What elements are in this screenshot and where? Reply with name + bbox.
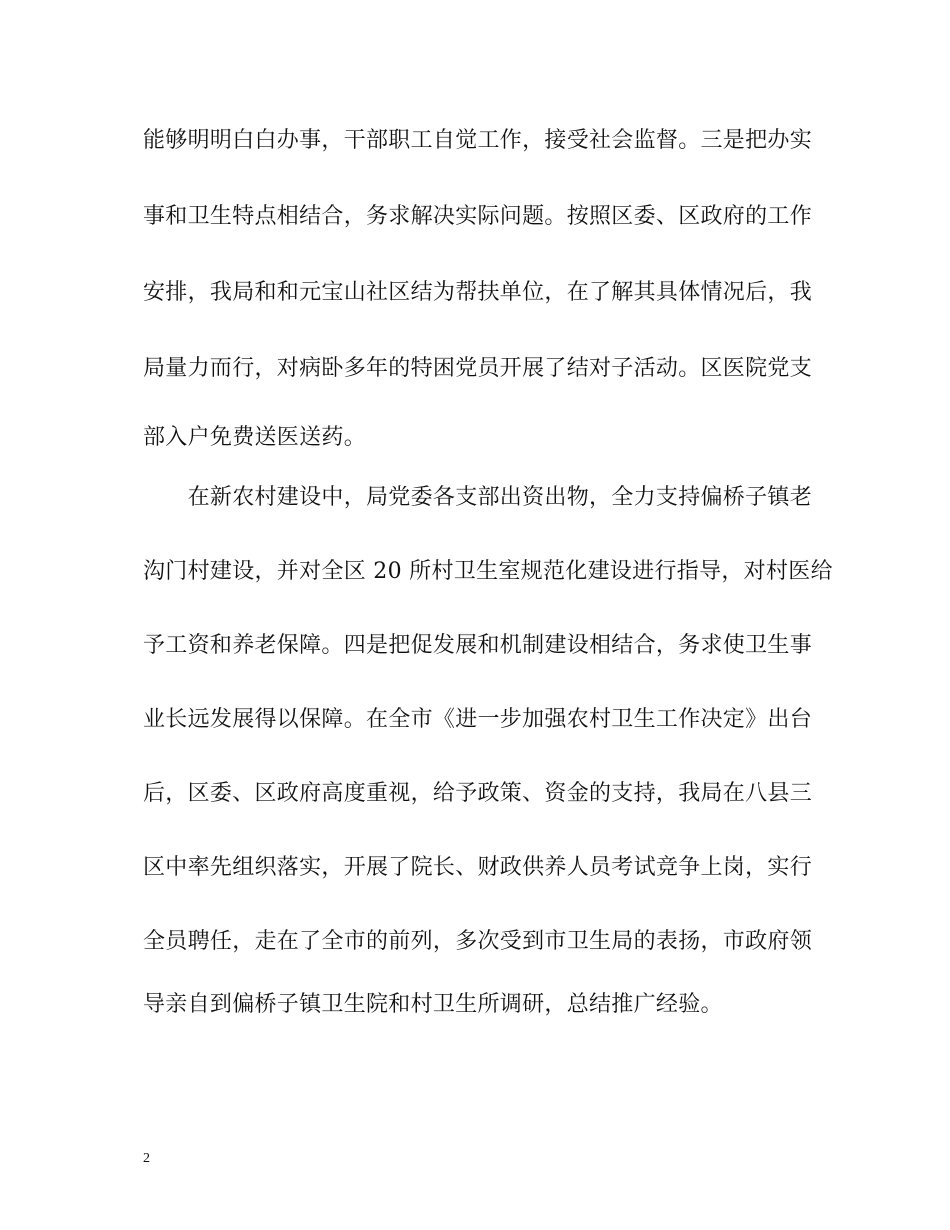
paragraph-start-line: 在新农村建设中，局党委各支部出资出物，全力支持偏桥子镇老	[143, 485, 813, 510]
text-line: 局量力而行，对病卧多年的特困党员开展了结对子活动。区医院党支	[143, 356, 813, 381]
text-line: 沟门村建设，并对全区 20 所村卫生室规范化建设进行指导，对村医给	[143, 559, 833, 584]
text-line: 能够明明白白办事，干部职工自觉工作，接受社会监督。三是把办实	[143, 128, 813, 153]
text-line: 后，区委、区政府高度重视，给予政策、资金的支持，我局在八县三	[143, 781, 813, 806]
page-number: 2	[143, 1151, 150, 1166]
text-line: 予工资和养老保障。四是把促发展和机制建设相结合，务求使卫生事	[143, 633, 813, 658]
text-line: 导亲自到偏桥子镇卫生院和村卫生所调研，总结推广经验。	[143, 992, 723, 1017]
text-line: 事和卫生特点相结合，务求解决实际问题。按照区委、区政府的工作	[143, 204, 813, 229]
text-line: 部入户免费送医送药。	[143, 425, 367, 450]
text-line: 安排，我局和和元宝山社区结为帮扶单位，在了解其具体情况后，我	[143, 280, 813, 305]
text-line: 业长远发展得以保障。在全市《进一步加强农村卫生工作决定》出台	[143, 707, 813, 732]
text-line: 区中率先组织落实，开展了院长、财政供养人员考试竞争上岗，实行	[143, 855, 813, 880]
text-line: 全员聘任，走在了全市的前列，多次受到市卫生局的表扬，市政府领	[143, 929, 813, 954]
